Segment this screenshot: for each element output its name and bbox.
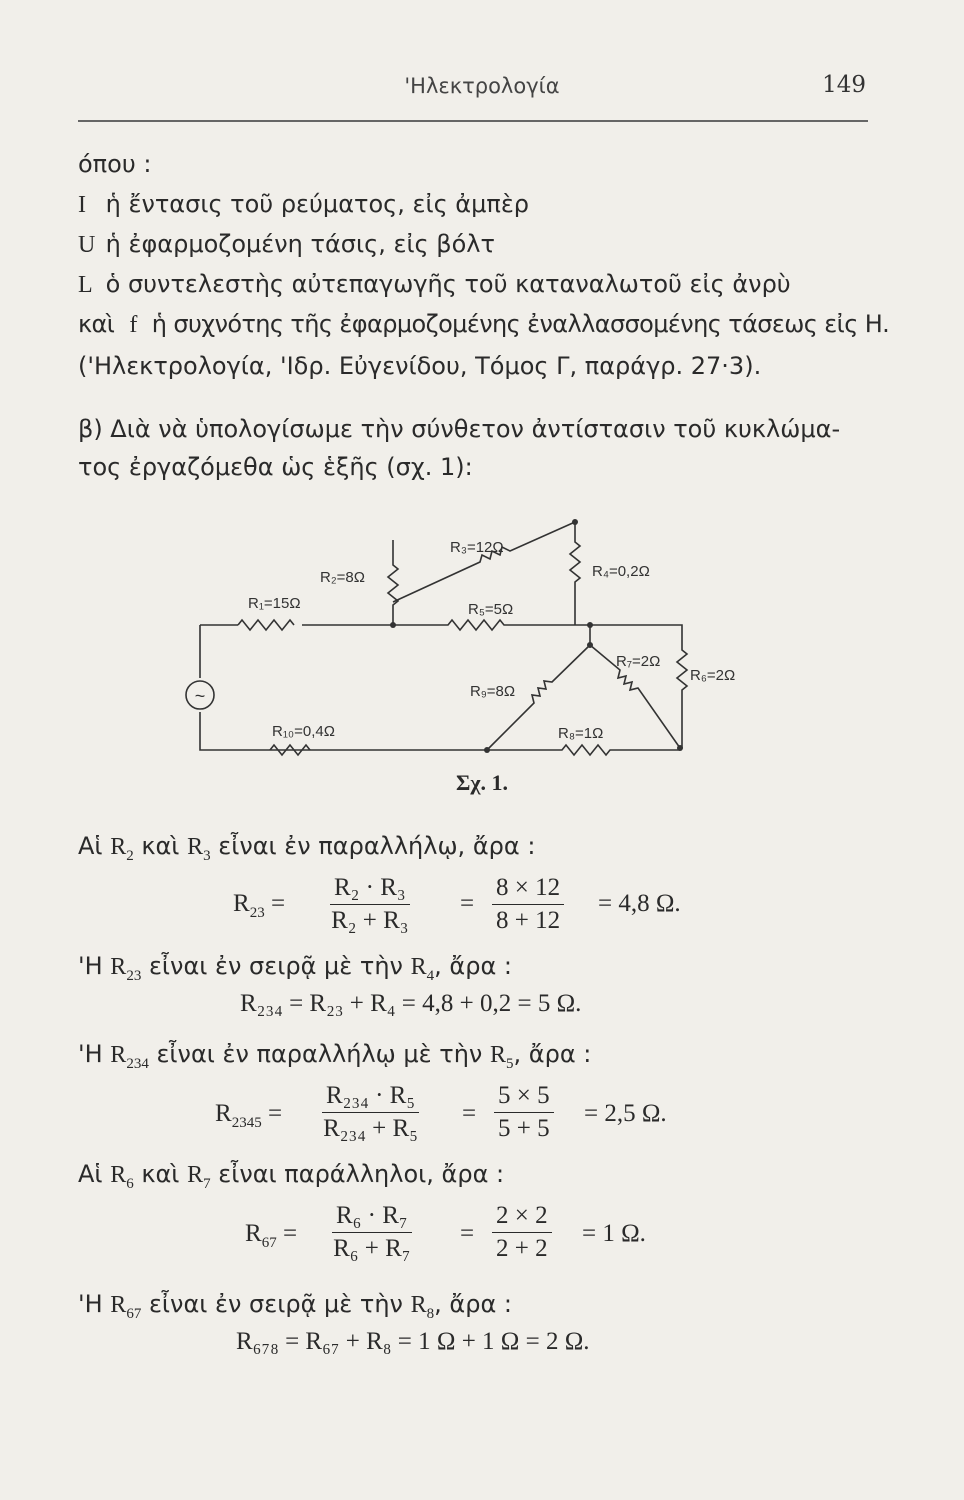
f4-frac2	[492, 1200, 552, 1265]
r3-resistor	[393, 522, 575, 602]
node-dot	[484, 747, 490, 753]
sym: R	[110, 1292, 127, 1318]
r4-label: R₄=0,2Ω	[592, 563, 650, 580]
def-item-voltage	[78, 230, 495, 259]
left-wire	[200, 625, 487, 750]
def-symbol: I	[78, 192, 86, 218]
sub: 234	[126, 1055, 149, 1072]
r2-label: R₂=8Ω	[320, 569, 365, 586]
eq2: R₂₃₄ = R₂₃ + R₄ = 4,8 + 0,2 = 5 Ω.	[240, 990, 582, 1017]
sub: 67	[261, 1235, 277, 1251]
circuit-diagram	[180, 510, 736, 760]
r7-label: R₇=2Ω	[616, 653, 661, 670]
r5-resistor	[393, 620, 590, 630]
equals: =	[462, 1100, 477, 1127]
numerator: R₂₃₄ · R₅	[322, 1080, 419, 1113]
def-text: ἡ συχνότης τῆς ἐφαρμοζομένης ἐναλλασσομένης τάσεως εἰς Η.	[151, 310, 890, 338]
denominator: 5 + 5	[498, 1115, 550, 1142]
figure-caption: Σχ. 1.	[455, 770, 509, 795]
sym: R	[187, 834, 204, 860]
sub: 23	[126, 967, 142, 984]
numerator: R₂ · R₃	[330, 872, 410, 905]
denominator: 8 + 12	[496, 907, 561, 934]
f3-result: = 2,5 Ω.	[584, 1100, 667, 1127]
section-b-line1: β) Διὰ νὰ ὑπολογίσωμε τὴν σύνθετον ἀντίστασιν τοῦ κυκλώμα-	[78, 415, 841, 443]
word: , ἄρα :	[434, 1290, 512, 1318]
numerator: R₆ · R₇	[332, 1200, 412, 1233]
step3-text	[78, 1040, 591, 1073]
section-b-line2: τος ἐργαζόμεθα ὡς ἑξῆς (σχ. 1):	[78, 453, 473, 481]
def-symbol: U	[78, 232, 96, 258]
node-dot	[677, 745, 683, 751]
r2-resistor	[388, 540, 398, 625]
f3-frac2	[494, 1080, 554, 1145]
word: , ἄρα :	[513, 1040, 592, 1068]
f1-lhs: $R_{23}$ =	[233, 890, 286, 921]
header-rule	[78, 120, 868, 122]
word: εἶναι ἐν παραλλήλῳ, ἄρα :	[218, 832, 536, 860]
step1-text	[78, 832, 535, 865]
denominator: R₂ + R₃	[331, 907, 409, 934]
node-dot	[587, 622, 593, 628]
denominator: R₆ + R₇	[333, 1235, 411, 1262]
def-item-inductance	[78, 270, 791, 299]
node-dot	[587, 642, 593, 648]
sym: R	[110, 1042, 127, 1068]
r9-label: R₉=8Ω	[470, 683, 516, 700]
def-prefix: καὶ	[78, 310, 115, 338]
def-text: ἡ ἐφαρμοζομένη τάσις, εἰς βόλτ	[105, 230, 495, 258]
f4-frac	[332, 1200, 412, 1265]
denominator: 2 + 2	[496, 1235, 548, 1262]
def-item-current	[78, 190, 529, 219]
step4-text	[78, 1160, 504, 1193]
sym: R	[410, 954, 427, 980]
sym: R	[410, 1292, 427, 1318]
r3-label: R₃=12Ω	[450, 539, 504, 556]
sub: 2345	[231, 1115, 262, 1131]
sub: 8	[426, 1305, 435, 1322]
sub: 6	[126, 1175, 134, 1192]
word: εἶναι παράλληλοι, ἄρα :	[218, 1160, 505, 1188]
r4-resistor	[570, 522, 580, 625]
r6-label: R₆=2Ω	[690, 667, 736, 684]
f4-lhs: $R_{67}$ =	[245, 1220, 298, 1251]
sym: R	[110, 834, 127, 860]
r10-label: R₁₀=0,4Ω	[272, 723, 335, 740]
word: καὶ	[141, 832, 180, 860]
word: καὶ	[141, 1160, 180, 1188]
sym: R	[245, 1220, 262, 1247]
step2-text	[78, 952, 512, 985]
equals: =	[460, 890, 475, 917]
def-text: ἡ ἔντασις τοῦ ρεύματος, εἰς ἀμπὲρ	[105, 190, 530, 218]
word: , ἄρα :	[434, 952, 512, 980]
numerator: 8 × 12	[492, 872, 564, 905]
word: εἶναι ἐν παραλλήλῳ μὲ τὴν	[156, 1040, 483, 1068]
f3-frac	[322, 1080, 419, 1145]
r8-resistor	[487, 745, 680, 755]
sub: 5	[506, 1055, 514, 1072]
sym: R	[187, 1162, 204, 1188]
sub: 7	[203, 1175, 211, 1192]
r1-label: R₁=15Ω	[248, 595, 301, 612]
node-dot	[572, 519, 578, 525]
def-text: ὁ συντελεστὴς αὐτεπαγωγῆς τοῦ καταναλωτοῦ εἰς ἀνρὺ	[105, 270, 791, 298]
def-item-frequency	[78, 310, 889, 339]
f1-frac2	[492, 872, 564, 937]
sym: R	[233, 890, 250, 917]
numerator: 2 × 2	[492, 1200, 552, 1233]
r1-resistor	[238, 620, 294, 630]
sym: R	[110, 954, 127, 980]
source-label: ~	[194, 686, 206, 706]
sub: 4	[426, 967, 435, 984]
word: 'Η	[78, 952, 103, 980]
f3-lhs: $R_{2345}$ =	[215, 1100, 283, 1131]
reference: ('Ηλεκτρολογία, 'Ιδρ. Εὐγενίδου, Τόμος Γ, παράγρ. 27·3).	[78, 352, 762, 380]
denominator: R₂₃₄ + R₅	[323, 1115, 418, 1142]
r5-label: R₅=5Ω	[468, 601, 514, 618]
word: Αἱ	[78, 1160, 103, 1188]
f4-result: = 1 Ω.	[582, 1220, 646, 1247]
def-symbol: f	[129, 312, 137, 338]
page-header	[0, 70, 964, 110]
word: 'Η	[78, 1040, 103, 1068]
word: εἶναι ἐν σειρᾷ μὲ τὴν	[148, 952, 403, 980]
word: 'Η	[78, 1290, 103, 1318]
r8-label: R₈=1Ω	[558, 725, 604, 742]
numerator: 5 × 5	[494, 1080, 554, 1113]
sub: 23	[249, 905, 265, 921]
word: Αἱ	[78, 832, 103, 860]
f1-frac	[330, 872, 410, 937]
running-title: 'Ηλεκτρολογία	[404, 74, 560, 98]
f1-result: = 4,8 Ω.	[598, 890, 681, 917]
step5-text	[78, 1290, 512, 1323]
equals: =	[460, 1220, 475, 1247]
node-dot	[390, 622, 396, 628]
r6-resistor	[590, 625, 687, 748]
sym: R	[489, 1042, 506, 1068]
sub: 67	[126, 1305, 142, 1322]
eq5: R₆₇₈ = R₆₇ + R₈ = 1 Ω + 1 Ω = 2 Ω.	[236, 1328, 590, 1355]
page-number: 149	[822, 72, 866, 98]
sym: R	[110, 1162, 127, 1188]
sub: 2	[126, 847, 134, 864]
sym: R	[215, 1100, 232, 1127]
word: εἶναι ἐν σειρᾷ μὲ τὴν	[148, 1290, 403, 1318]
definitions-intro: όπου :	[78, 150, 152, 178]
def-symbol: L	[78, 272, 93, 298]
sub: 3	[203, 847, 211, 864]
